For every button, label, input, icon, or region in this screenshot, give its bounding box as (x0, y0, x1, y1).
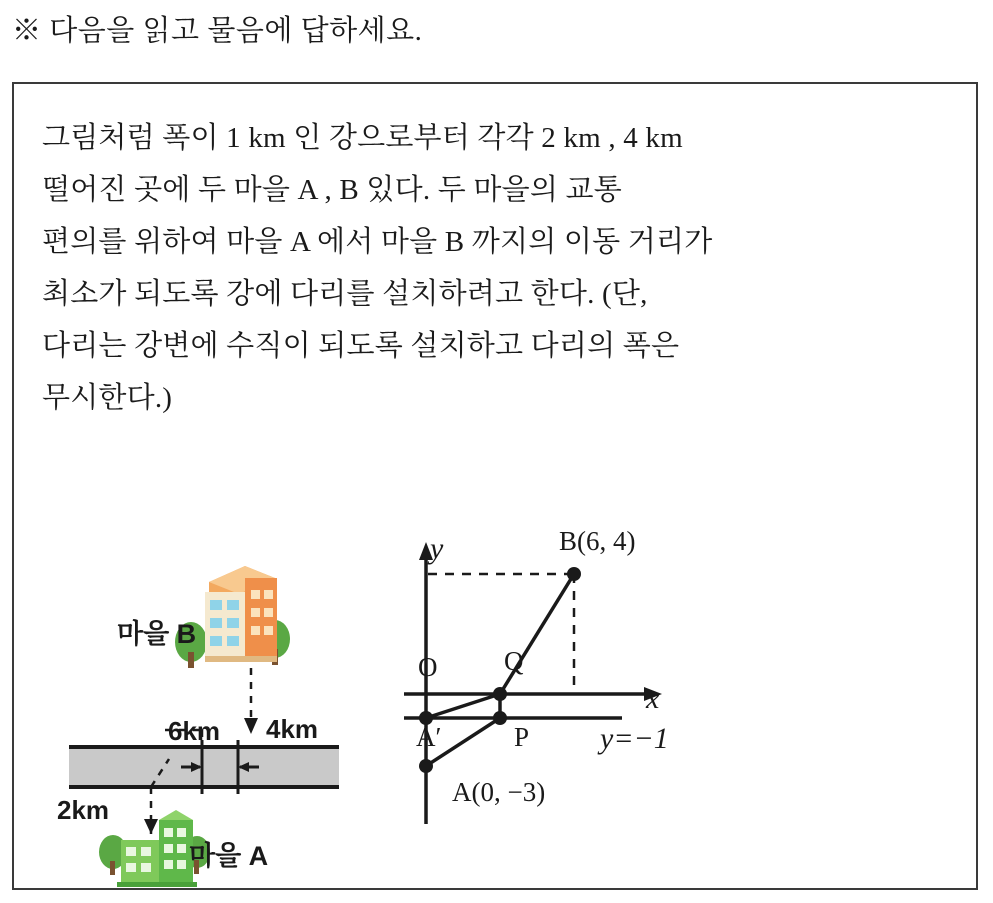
point-A-dot (419, 759, 433, 773)
statement-line: 무시한다.) (42, 382, 173, 414)
arrow-a-down (144, 819, 158, 834)
arrow-b-down (244, 718, 258, 734)
label-dim-2km: 2km (57, 795, 110, 825)
label-dim-4km: 4km (266, 714, 319, 744)
problem-statement (42, 112, 952, 424)
axis-label-y: y (430, 532, 444, 565)
label-village-a: 마을 A (189, 841, 269, 871)
statement-line: 떨어진 곳에 두 마을 A , B 있다. 두 마을의 교통 (42, 174, 622, 206)
river-band (69, 747, 339, 787)
statement-line: 편의를 위하여 마을 A 에서 마을 B 까지의 이동 거리가 (42, 226, 713, 258)
label-origin: O (418, 652, 438, 682)
label-point-a-prime: A′ (416, 722, 442, 752)
point-B-dot (567, 567, 581, 581)
coordinate-graph (404, 526, 734, 889)
b-guides (428, 574, 574, 694)
statement-line: 최소가 되도록 강에 다리를 설치하려고 한다. (단, (42, 278, 648, 310)
label-village-b: 마을 B (117, 619, 197, 649)
point-Q-dot (493, 687, 507, 701)
label-point-p: P (514, 722, 530, 752)
coordinate-graph-svg (404, 534, 734, 889)
point-P-dot (493, 711, 507, 725)
label-dim-6km: 6km (168, 716, 221, 746)
figure-area (14, 526, 976, 889)
problem-box (12, 82, 978, 890)
instruction-text: ※ 다음을 읽고 물음에 답하세요. (12, 15, 423, 47)
label-line-y-equals: y=−1 (600, 722, 669, 755)
axis-label-x: x (646, 682, 660, 715)
label-point-q: Q (504, 646, 524, 676)
label-point-b: B(6, 4) (559, 526, 636, 556)
segment-Aprime-Q (426, 694, 500, 718)
label-point-a: A(0, −3) (452, 777, 546, 807)
village-river-diagram (57, 534, 399, 889)
statement-line: 그림처럼 폭이 1 km 인 강으로부터 각각 2 km , 4 km (42, 122, 683, 154)
statement-line: 다리는 강변에 수직이 되도록 설치하고 다리의 폭은 (42, 330, 680, 362)
